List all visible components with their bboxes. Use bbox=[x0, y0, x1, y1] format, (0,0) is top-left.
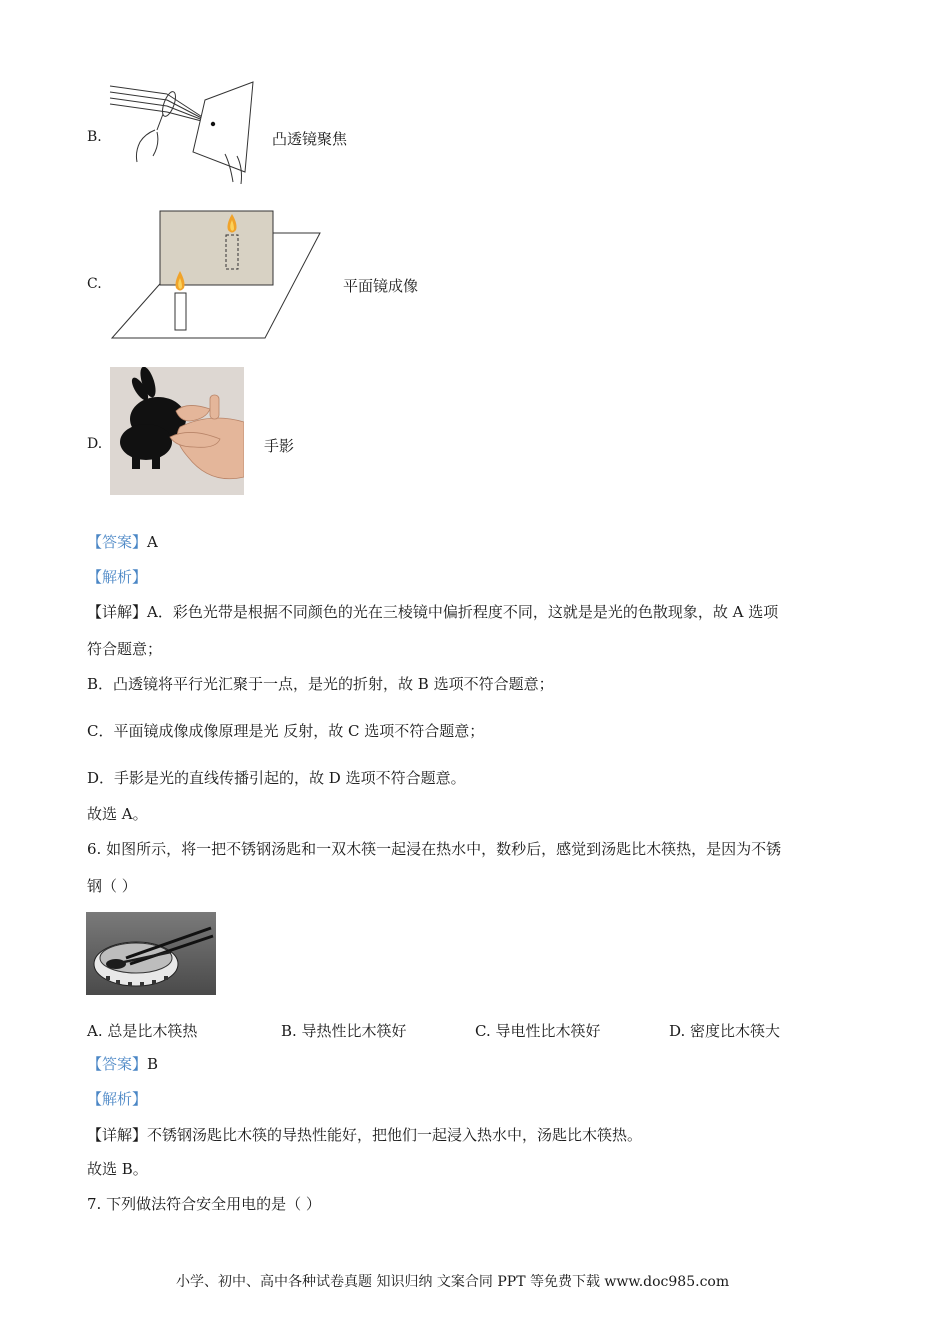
q5-answer-tag: 【答案】 bbox=[87, 533, 148, 551]
page-footer: 小学、初中、高中各种试卷真题 知识归纳 文案合同 PPT 等免费下载 www.doc985.com bbox=[176, 1274, 730, 1290]
q6-answer-tag: 【答案】 bbox=[87, 1055, 148, 1073]
q6-detail-line bbox=[87, 1124, 642, 1145]
q5-detail-b: B．凸透镜将平行光汇聚于一点，是光的折射，故 B 选项不符合题意； bbox=[87, 675, 554, 693]
convex-lens-focus-figure bbox=[105, 72, 255, 190]
q5-detail-d: D．手影是光的直线传播引起的，故 D 选项不符合题意。 bbox=[87, 769, 466, 787]
q5-detail-a-line2: 符合题意； bbox=[87, 640, 163, 658]
q6-stem-line2: 钢（ ） bbox=[87, 877, 137, 895]
plane-mirror-figure bbox=[110, 208, 325, 343]
q6-option-a: A. 总是比木筷热 bbox=[87, 1022, 198, 1040]
hand-shadow-photo bbox=[110, 367, 244, 495]
q5-detail-c: C．平面镜成像成像原理是光 反射，故 C 选项不符合题意； bbox=[87, 722, 485, 740]
option-d-caption: 手影 bbox=[264, 437, 295, 455]
q5-conclusion: 故选 A。 bbox=[87, 805, 148, 823]
q6-option-c: C. 导电性比木筷好 bbox=[475, 1022, 601, 1040]
q5-detail-a-text: A．彩色光带是根据不同颜色的光在三棱镜中偏折程度不同，这就是是光的色散现象，故 A 选项 bbox=[147, 603, 779, 621]
q5-answer-value: A bbox=[147, 533, 158, 551]
q5-analysis-tag: 【解析】 bbox=[87, 568, 148, 586]
option-b-label: B. bbox=[87, 129, 102, 145]
option-d-label: D. bbox=[87, 436, 103, 452]
q5-detail-tag: 【详解】 bbox=[87, 603, 148, 621]
q6-option-d: D. 密度比木筷大 bbox=[669, 1022, 781, 1040]
q6-analysis-tag: 【解析】 bbox=[87, 1090, 148, 1108]
q6-answer-value: B bbox=[147, 1055, 159, 1073]
q7-stem: 7. 下列做法符合安全用电的是（ ） bbox=[87, 1195, 321, 1213]
q6-stem-line1: 6. 如图所示，将一把不锈钢汤匙和一双木筷一起浸在热水中，数秒后，感觉到汤匙比木筷热，是因为不锈 bbox=[87, 840, 782, 858]
spoon-chopsticks-photo bbox=[86, 912, 216, 995]
option-c-label: C. bbox=[87, 276, 102, 292]
q6-option-b: B. 导热性比木筷好 bbox=[281, 1022, 407, 1040]
q5-answer-line bbox=[87, 531, 158, 552]
q6-detail-tag: 【详解】 bbox=[87, 1126, 148, 1144]
q6-answer-line bbox=[87, 1053, 158, 1074]
option-b-caption: 凸透镜聚焦 bbox=[272, 130, 348, 148]
option-c-caption: 平面镜成像 bbox=[343, 277, 419, 295]
q6-conclusion: 故选 B。 bbox=[87, 1160, 148, 1178]
q5-detail-a-line1 bbox=[87, 601, 778, 622]
q6-detail-text: 不锈钢汤匙比木筷的导热性能好，把他们一起浸入热水中，汤匙比木筷热。 bbox=[147, 1126, 643, 1144]
